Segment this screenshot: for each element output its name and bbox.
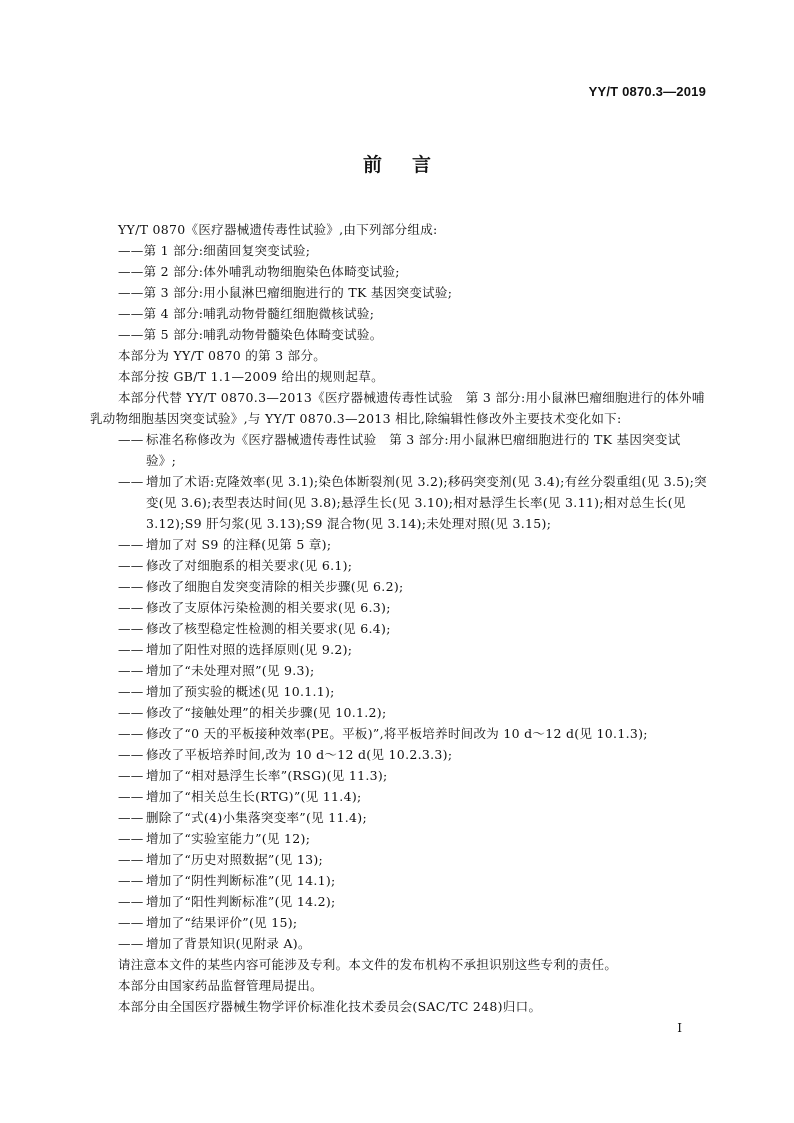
change-text: 增加了“历史对照数据”(见 13); bbox=[146, 852, 324, 867]
dash-mark: —— bbox=[118, 432, 144, 447]
dash-mark: —— bbox=[118, 873, 144, 888]
change-item bbox=[118, 555, 708, 576]
change-item bbox=[118, 597, 708, 618]
change-item bbox=[118, 702, 708, 723]
change-item bbox=[118, 786, 708, 807]
change-text: 修改了平板培养时间,改为 10 d～12 d(见 10.2.3.3); bbox=[146, 747, 453, 762]
dash-mark: —— bbox=[118, 621, 144, 636]
change-item bbox=[118, 660, 708, 681]
change-text: 增加了“相关总生长(RTG)”(见 11.4); bbox=[146, 789, 362, 804]
dash-mark: —— bbox=[118, 474, 144, 489]
dash-mark: —— bbox=[118, 768, 144, 783]
document-body bbox=[90, 219, 708, 1017]
dash-mark: —— bbox=[118, 642, 144, 657]
change-text: 标准名称修改为《医疗器械遗传毒性试验 第 3 部分:用小鼠淋巴瘤细胞进行的 TK 基因突变试验》; bbox=[146, 432, 681, 468]
dash-mark: —— bbox=[118, 600, 144, 615]
proposed-by: 本部分由国家药品监督管理局提出。 bbox=[118, 978, 323, 993]
part-item-5: ——第 5 部分:哺乳动物骨髓染色体畸变试验。 bbox=[118, 327, 383, 342]
change-item bbox=[118, 681, 708, 702]
drafting-rules: 本部分按 GB/T 1.1—2009 给出的规则起草。 bbox=[118, 369, 384, 384]
change-item bbox=[118, 765, 708, 786]
change-item bbox=[118, 534, 708, 555]
intro-paragraph: YY/T 0870《医疗器械遗传毒性试验》,由下列部分组成: bbox=[118, 222, 438, 237]
change-text: 修改了核型稳定性检测的相关要求(见 6.4); bbox=[146, 621, 391, 636]
dash-mark: —— bbox=[118, 663, 144, 678]
change-text: 增加了“实验室能力”(见 12); bbox=[146, 831, 311, 846]
change-item bbox=[118, 891, 708, 912]
change-text: 增加了背景知识(见附录 A)。 bbox=[146, 936, 311, 951]
centralized-by: 本部分由全国医疗器械生物学评价标准化技术委员会(SAC/TC 248)归口。 bbox=[118, 999, 542, 1014]
change-item bbox=[118, 912, 708, 933]
dash-mark: —— bbox=[118, 747, 144, 762]
change-text: 修改了“0 天的平板接种效率(PE。平板)”,将平板培养时间改为 10 d～12 d(见 10.1.3); bbox=[146, 726, 648, 741]
change-text: 修改了“接触处理”的相关步骤(见 10.1.2); bbox=[146, 705, 387, 720]
change-item bbox=[118, 618, 708, 639]
part-item-2: ——第 2 部分:体外哺乳动物细胞染色体畸变试验; bbox=[118, 264, 400, 279]
part-item-3: ——第 3 部分:用小鼠淋巴瘤细胞进行的 TK 基因突变试验; bbox=[118, 285, 453, 300]
change-text: 增加了术语:克隆效率(见 3.1);染色体断裂剂(见 3.2);移码突变剂(见 3.4);有丝分裂重组(见 3.5);突变(见 3.6);表型表达时间(见 3.8);悬浮生长(见 3.10);相对悬浮生长率(见 3.11);相对总生长(见 3.12);S9 肝匀浆(见 3.13);S9 混合物(见 3.14);未处理对照(见 3.15); bbox=[146, 474, 707, 531]
changes-list bbox=[118, 429, 708, 954]
change-text: 增加了“相对悬浮生长率”(RSG)(见 11.3); bbox=[146, 768, 388, 783]
dash-mark: —— bbox=[118, 726, 144, 741]
dash-mark: —— bbox=[118, 852, 144, 867]
change-item bbox=[118, 576, 708, 597]
change-text: 增加了预实验的概述(见 10.1.1); bbox=[146, 684, 335, 699]
dash-mark: —— bbox=[118, 894, 144, 909]
part-item-4: ——第 4 部分:哺乳动物骨髓红细胞微核试验; bbox=[118, 306, 375, 321]
change-item bbox=[118, 471, 708, 534]
change-text: 增加了“阳性判断标准”(见 14.2); bbox=[146, 894, 336, 909]
change-text: 增加了“未处理对照”(见 9.3); bbox=[146, 663, 315, 678]
dash-mark: —— bbox=[118, 936, 144, 951]
change-text: 修改了对细胞系的相关要求(见 6.1); bbox=[146, 558, 353, 573]
patent-notice: 请注意本文件的某些内容可能涉及专利。本文件的发布机构不承担识别这些专利的责任。 bbox=[118, 957, 618, 972]
change-text: 增加了阳性对照的选择原则(见 9.2); bbox=[146, 642, 353, 657]
dash-mark: —— bbox=[118, 915, 144, 930]
change-item bbox=[118, 933, 708, 954]
dash-mark: —— bbox=[118, 789, 144, 804]
change-item bbox=[118, 639, 708, 660]
standard-code: YY/T 0870.3—2019 bbox=[588, 84, 706, 99]
change-item bbox=[118, 807, 708, 828]
change-item bbox=[118, 849, 708, 870]
change-item bbox=[118, 744, 708, 765]
change-item bbox=[118, 429, 708, 471]
change-text: 删除了“式(4)小集落突变率”(见 11.4); bbox=[146, 810, 367, 825]
replacement-statement: 本部分代替 YY/T 0870.3—2013《医疗器械遗传毒性试验 第 3 部分:用小鼠淋巴瘤细胞进行的体外哺乳动物细胞基因突变试验》,与 YY/T 0870.3—2013 相比,除编辑性修改外主要技术变化如下: bbox=[90, 390, 705, 426]
change-text: 修改了支原体污染检测的相关要求(见 6.3); bbox=[146, 600, 391, 615]
dash-mark: —— bbox=[118, 579, 144, 594]
change-text: 增加了“阴性判断标准”(见 14.1); bbox=[146, 873, 336, 888]
page-number: I bbox=[677, 1021, 682, 1035]
dash-mark: —— bbox=[118, 684, 144, 699]
change-text: 增加了对 S9 的注释(见第 5 章); bbox=[146, 537, 332, 552]
change-text: 修改了细胞自发突变清除的相关步骤(见 6.2); bbox=[146, 579, 404, 594]
part-statement: 本部分为 YY/T 0870 的第 3 部分。 bbox=[118, 348, 327, 363]
dash-mark: —— bbox=[118, 705, 144, 720]
change-text: 增加了“结果评价”(见 15); bbox=[146, 915, 298, 930]
dash-mark: —— bbox=[118, 537, 144, 552]
dash-mark: —— bbox=[118, 831, 144, 846]
change-item bbox=[118, 828, 708, 849]
dash-mark: —— bbox=[118, 810, 144, 825]
change-item bbox=[118, 870, 708, 891]
change-item bbox=[118, 723, 708, 744]
page-title: 前言 bbox=[362, 154, 461, 176]
part-item-1: ——第 1 部分:细菌回复突变试验; bbox=[118, 243, 311, 258]
dash-mark: —— bbox=[118, 558, 144, 573]
